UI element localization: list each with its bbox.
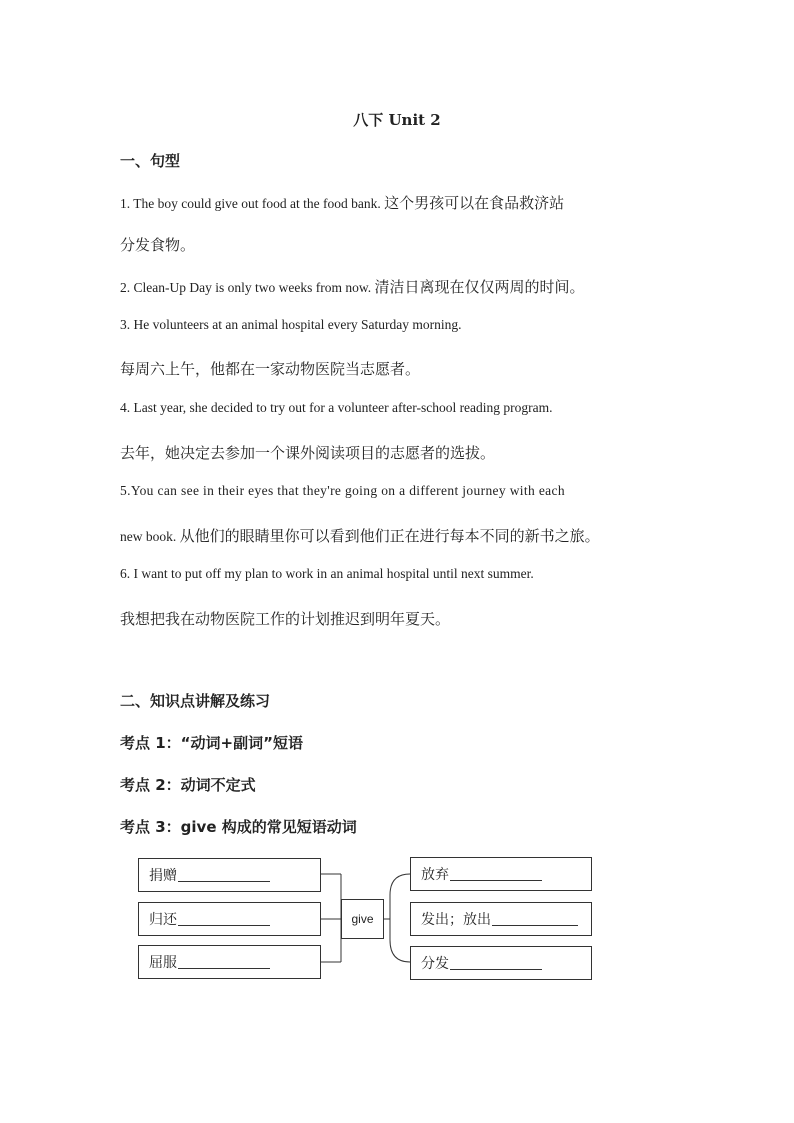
answer-blank[interactable] <box>450 957 542 970</box>
sentence-5-en: 5.You can see in their eyes that they're going on a different journey with each <box>120 483 565 498</box>
answer-blank[interactable] <box>492 913 578 926</box>
sentence-2-en: 2. Clean-Up Day is only two weeks from now. <box>120 280 372 295</box>
sentence-2-cn: 清洁日离现在仅仅两周的时间。 <box>374 278 585 296</box>
sentence-6-cn: 我想把我在动物医院工作的计划推迟到明年夏天。 <box>120 610 451 628</box>
answer-blank[interactable] <box>178 913 270 926</box>
section1-heading: 一、句型 <box>120 152 181 170</box>
sentence-4-cn: 去年，她决定去参加一个课外阅读项目的志愿者的选拔。 <box>120 444 496 462</box>
give-left-box-1[interactable] <box>138 858 321 892</box>
give-left-box-3[interactable] <box>138 945 321 979</box>
give-right-label-1: 放弃 <box>421 867 449 883</box>
sentence-1-en: 1. The boy could give out food at the food bank. <box>120 196 381 211</box>
key-point-2: 考点 2：动词不定式 <box>120 776 256 794</box>
section2-heading: 二、知识点讲解及练习 <box>120 692 271 710</box>
give-left-label-3: 屈服 <box>149 955 177 971</box>
give-left-box-2[interactable] <box>138 902 321 936</box>
sentence-5-cn: 从他们的眼睛里你可以看到他们正在进行每本不同的新书之旅。 <box>179 527 600 545</box>
give-right-box-2[interactable] <box>410 902 592 936</box>
give-left-label-1: 捐赠 <box>149 868 177 884</box>
sentence-1-cn-cont: 分发食物。 <box>120 236 196 254</box>
sentence-3-en: 3. He volunteers at an animal hospital every Saturday morning. <box>120 317 462 332</box>
sentence-5-en-cont: new book. <box>120 529 177 544</box>
key-point-1: 考点 1：“动词+副词”短语 <box>120 734 303 752</box>
sentence-6-en: 6. I want to put off my plan to work in an animal hospital until next summer. <box>120 566 534 581</box>
give-center-box: give <box>341 899 384 939</box>
give-right-label-3: 分发 <box>421 956 449 972</box>
give-right-label-2: 发出；放出 <box>421 912 491 928</box>
answer-blank[interactable] <box>178 869 270 882</box>
sentence-3-cn: 每周六上午，他都在一家动物医院当志愿者。 <box>120 360 421 378</box>
page-title: 八下 Unit 2 <box>353 111 441 129</box>
answer-blank[interactable] <box>450 868 542 881</box>
answer-blank[interactable] <box>178 956 270 969</box>
give-right-box-1[interactable] <box>410 857 592 891</box>
give-left-label-2: 归还 <box>149 912 177 928</box>
key-point-3: 考点 3：give 构成的常见短语动词 <box>120 818 357 836</box>
give-right-box-3[interactable] <box>410 946 592 980</box>
sentence-1-cn: 这个男孩可以在食品救济站 <box>384 194 565 212</box>
sentence-4-en: 4. Last year, she decided to try out for a volunteer after-school reading program. <box>120 400 553 415</box>
